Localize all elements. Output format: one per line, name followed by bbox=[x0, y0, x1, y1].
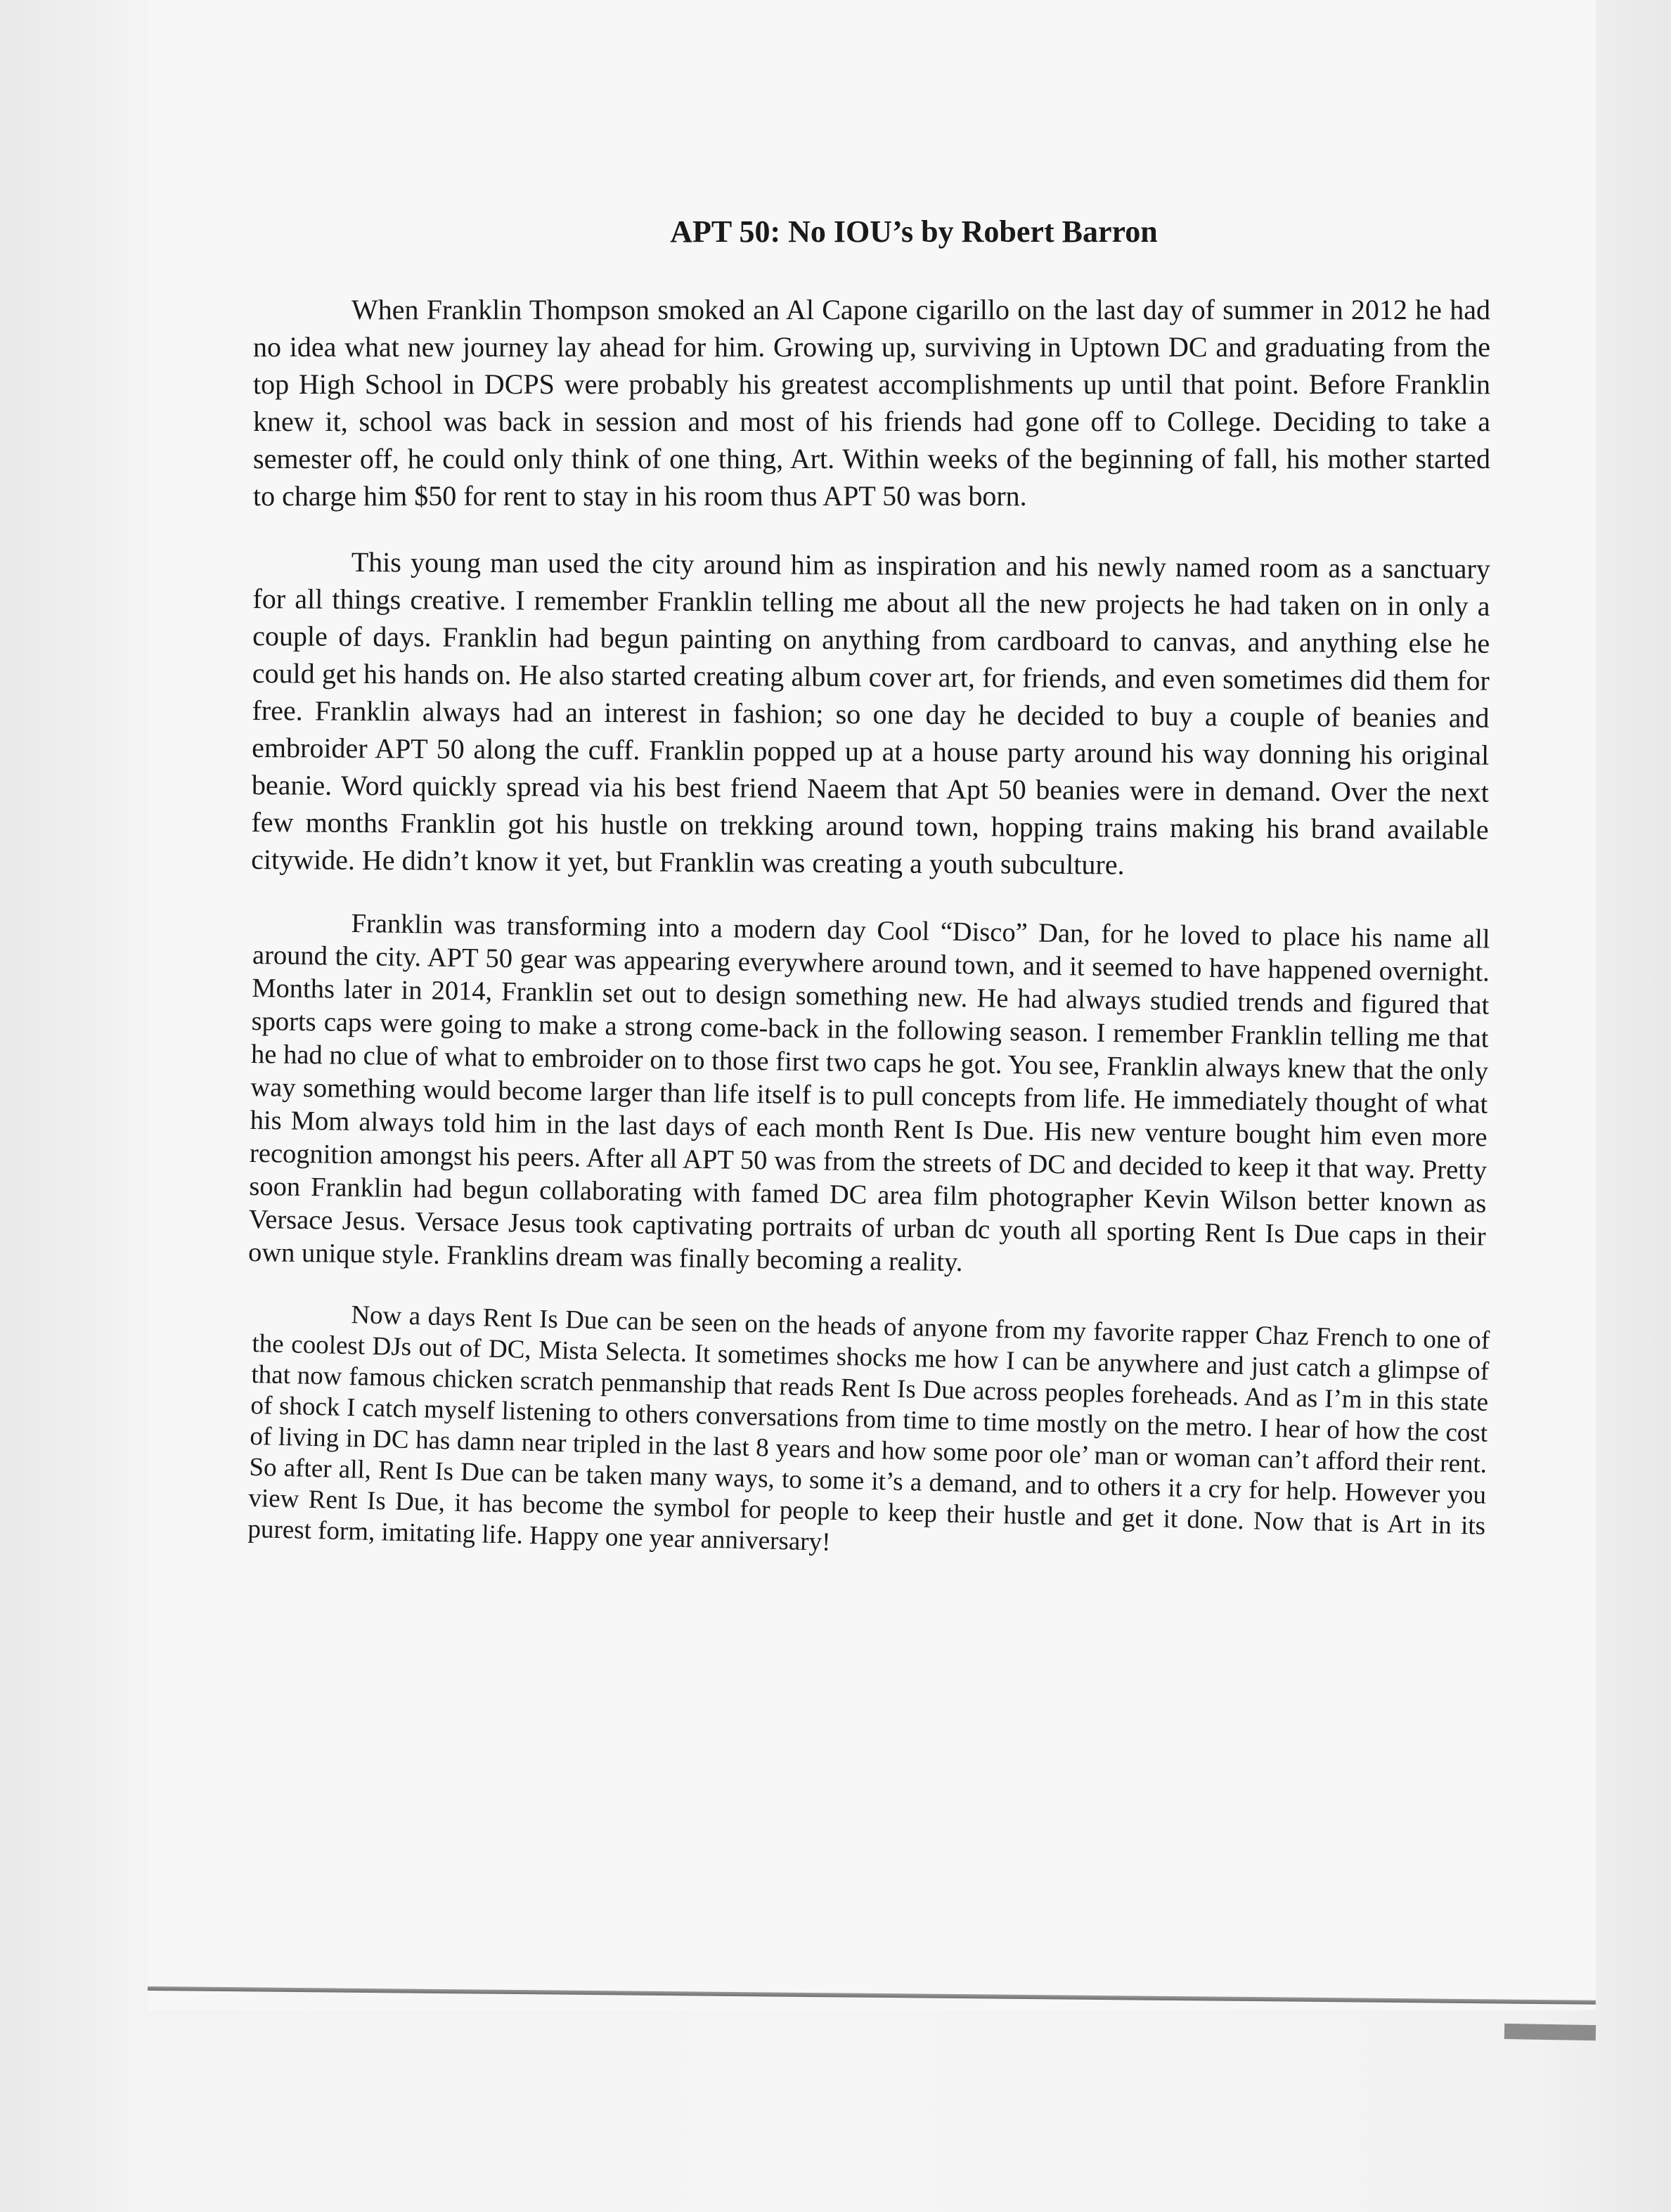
paragraph-3: Franklin was transforming into a modern day Cool “Disco” Dan, for he loved to place his name all around the city. APT 50 gear was appearing everywhere around town, and it seemed to have happened overnight. Months later in 2014, Franklin set out to design something new. He had always studied trends and figured that sports caps were going to make a strong come-back in the following season. I remember Franklin telling me that he had no clue of what to embroider on to those first two caps he got. You see, Franklin always knew that the only way something would become larger than life itself is to pull concepts from life. He immediately thought of what his Mom always told him in the last days of each month Rent Is Due. His new venture bought him even more recognition amongst his peers. After all APT 50 was from the streets of DC and decided to keep it that way. Pretty soon Franklin had begun collaborating with famed DC area film photographer Kevin Wilson better known as Versace Jesus. Versace Jesus took captivating portraits of urban dc youth all sporting Rent Is Due caps in their own unique style. Franklins dream was finally becoming a reality. bbox=[247, 908, 1490, 1278]
paragraph-1: When Franklin Thompson smoked an Al Capone cigarillo on the last day of summer in 2012 he had no idea what new journey lay ahead for him. Growing up, surviving in Uptown DC and graduating from the top High School in DCPS were probably his greatest accomplishments up until that point. Before Franklin knew it, school was back in session and most of his friends had gone off to College. Deciding to take a semester off, he could only think of one thing, Art. Within weeks of the beginning of fall, his mother started to charge him $50 for rent to stay in his room thus APT 50 was born. bbox=[253, 294, 1490, 512]
paper-corner-shadow bbox=[1504, 2024, 1596, 2040]
paragraph-4: Now a days Rent Is Due can be seen on the heads of anyone from my favorite rapper Chaz French to one of the coolest DJs out of DC, Mista Selecta. It sometimes shocks me how I can be anywhere and just catch a glimpse of that now famous chicken scratch penmanship that reads Rent Is Due across peoples foreheads. And as I’m in this state of shock I catch myself listening to others conversations from time to time mostly on the metro. I hear of how the cost of living in DC has damn near tripled in the last 8 years and how some poor ole’ man or woman can’t afford their rent. So after all, Rent Is Due can be taken many ways, to some it’s a demand, and to others it a cry for help. However you view Rent Is Due, it has become the symbol for people to keep their hustle and get it done. Now that is Art in its purest form, imitating life. Happy one year anniversary! bbox=[247, 1300, 1490, 1557]
paper-sheet bbox=[148, 0, 1596, 2010]
essay-body bbox=[247, 211, 1490, 1573]
paragraph-2: This young man used the city around him as inspiration and his newly named room as a sanctuary for all things creative. I remember Franklin telling me about all the new projects he had taken on in only a couple of days. Franklin had begun painting on anything from cardboard to canvas, and anything else he could get his hands on. He also started creating album cover art, for friends, and even sometimes did them for free. Franklin always had an interest in fashion; so one day he decided to buy a couple of beanies and embroider APT 50 along the cuff. Franklin popped up at a house party around his way donning his original beanie. Word quickly spread via his best friend Naeem that Apt 50 beanies were in demand. Over the next few months Franklin got his hustle on trekking around town, hopping trains making his brand available citywide. He didn’t know it yet, but Franklin was creating a youth subculture. bbox=[251, 545, 1490, 881]
essay-title: APT 50: No IOU’s by Robert Barron bbox=[670, 214, 1158, 249]
